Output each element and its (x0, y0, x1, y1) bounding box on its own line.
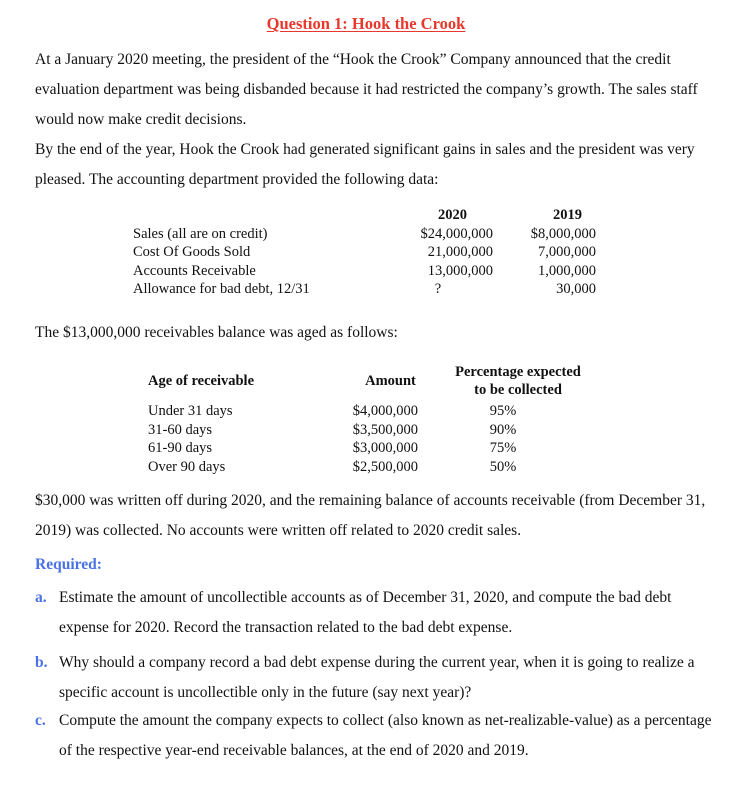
value-2020: ? (434, 281, 442, 297)
value-2020: $24,000,000 (420, 225, 493, 242)
header-amount: Amount (365, 372, 416, 389)
header-percentage-line2: to be collected (474, 382, 562, 398)
required-item-a (35, 583, 715, 643)
age-cell: 61-90 days (148, 440, 213, 456)
row-label: Cost Of Goods Sold (133, 244, 251, 260)
row-label: Accounts Receivable (133, 262, 256, 279)
financial-header-2019: 2019 (553, 207, 582, 223)
financial-data-table (133, 206, 596, 299)
table-row (148, 421, 598, 440)
intro-paragraph: At a January 2020 meeting, the president of the “Hook the Crook” Company announced that the credit evaluation department was being disbanded because it had restricted the company’s growth. The sales staff would now make credit decisions. (35, 51, 698, 128)
header-percentage-line1: Percentage expected (455, 363, 581, 380)
required-item-b (35, 648, 715, 708)
value-2019: $8,000,000 (530, 225, 596, 242)
age-cell: Over 90 days (148, 458, 226, 475)
percentage-cell: 95% (489, 403, 517, 419)
table-row (148, 439, 598, 458)
value-2020: 13,000,000 (427, 262, 493, 279)
amount-cell: $2,500,000 (352, 458, 418, 475)
table-row (133, 280, 596, 299)
value-2019: 30,000 (556, 281, 596, 297)
item-text: Why should a company record a bad debt expense during the current year, when it is going to realize a specific account is uncollectible only in the future (say next year)? (59, 654, 695, 701)
age-cell: 31-60 days (148, 421, 213, 438)
aging-table (148, 361, 598, 476)
amount-cell: $4,000,000 (352, 403, 418, 419)
table-row (148, 458, 598, 477)
aging-intro-paragraph: The $13,000,000 receivables balance was aged as follows: (35, 324, 398, 341)
value-2020: 21,000,000 (427, 244, 493, 260)
table-row (133, 225, 596, 244)
table-row (133, 243, 596, 262)
percentage-cell: 50% (489, 458, 517, 475)
item-letter: c. (35, 712, 46, 729)
item-text: Compute the amount the company expects to collect (also known as net-realizable-value) as a percentage of the respective year-end receivable balances, at the end of 2020 and 2019. (59, 712, 712, 759)
financial-header-blank (133, 206, 363, 225)
required-heading: Required: (35, 556, 102, 573)
header-age: Age of receivable (148, 372, 255, 389)
write-off-paragraph: $30,000 was written off during 2020, and the remaining balance of accounts receivable (from December 31, 2019) was collected. No accounts were written off related to 2020 credit sales. (35, 492, 706, 539)
item-letter: a. (35, 589, 47, 606)
value-2019: 1,000,000 (538, 262, 596, 279)
aging-table-header (148, 361, 598, 401)
financial-header-2020: 2020 (438, 207, 467, 223)
percentage-cell: 90% (489, 421, 517, 438)
financial-table-header (133, 206, 596, 225)
table-row (133, 262, 596, 281)
header-percentage (438, 363, 598, 400)
value-2019: 7,000,000 (538, 244, 596, 260)
row-label: Allowance for bad debt, 12/31 (133, 281, 310, 297)
results-paragraph: By the end of the year, Hook the Crook had generated significant gains in sales and the president was very pleased. The accounting department provided the following data: (35, 141, 695, 188)
document-title: Question 1: Hook the Crook (266, 14, 466, 33)
required-item-c (35, 706, 715, 766)
table-row (148, 402, 598, 421)
age-cell: Under 31 days (148, 403, 233, 419)
percentage-cell: 75% (489, 440, 517, 456)
row-label: Sales (all are on credit) (133, 225, 268, 242)
aging-table-body (148, 402, 598, 476)
item-text: Estimate the amount of uncollectible accounts as of December 31, 2020, and compute the bad debt expense for 2020. Record the transaction related to the bad debt expense. (59, 589, 672, 636)
amount-cell: $3,000,000 (352, 440, 418, 456)
item-letter: b. (35, 654, 48, 671)
amount-cell: $3,500,000 (352, 421, 418, 438)
